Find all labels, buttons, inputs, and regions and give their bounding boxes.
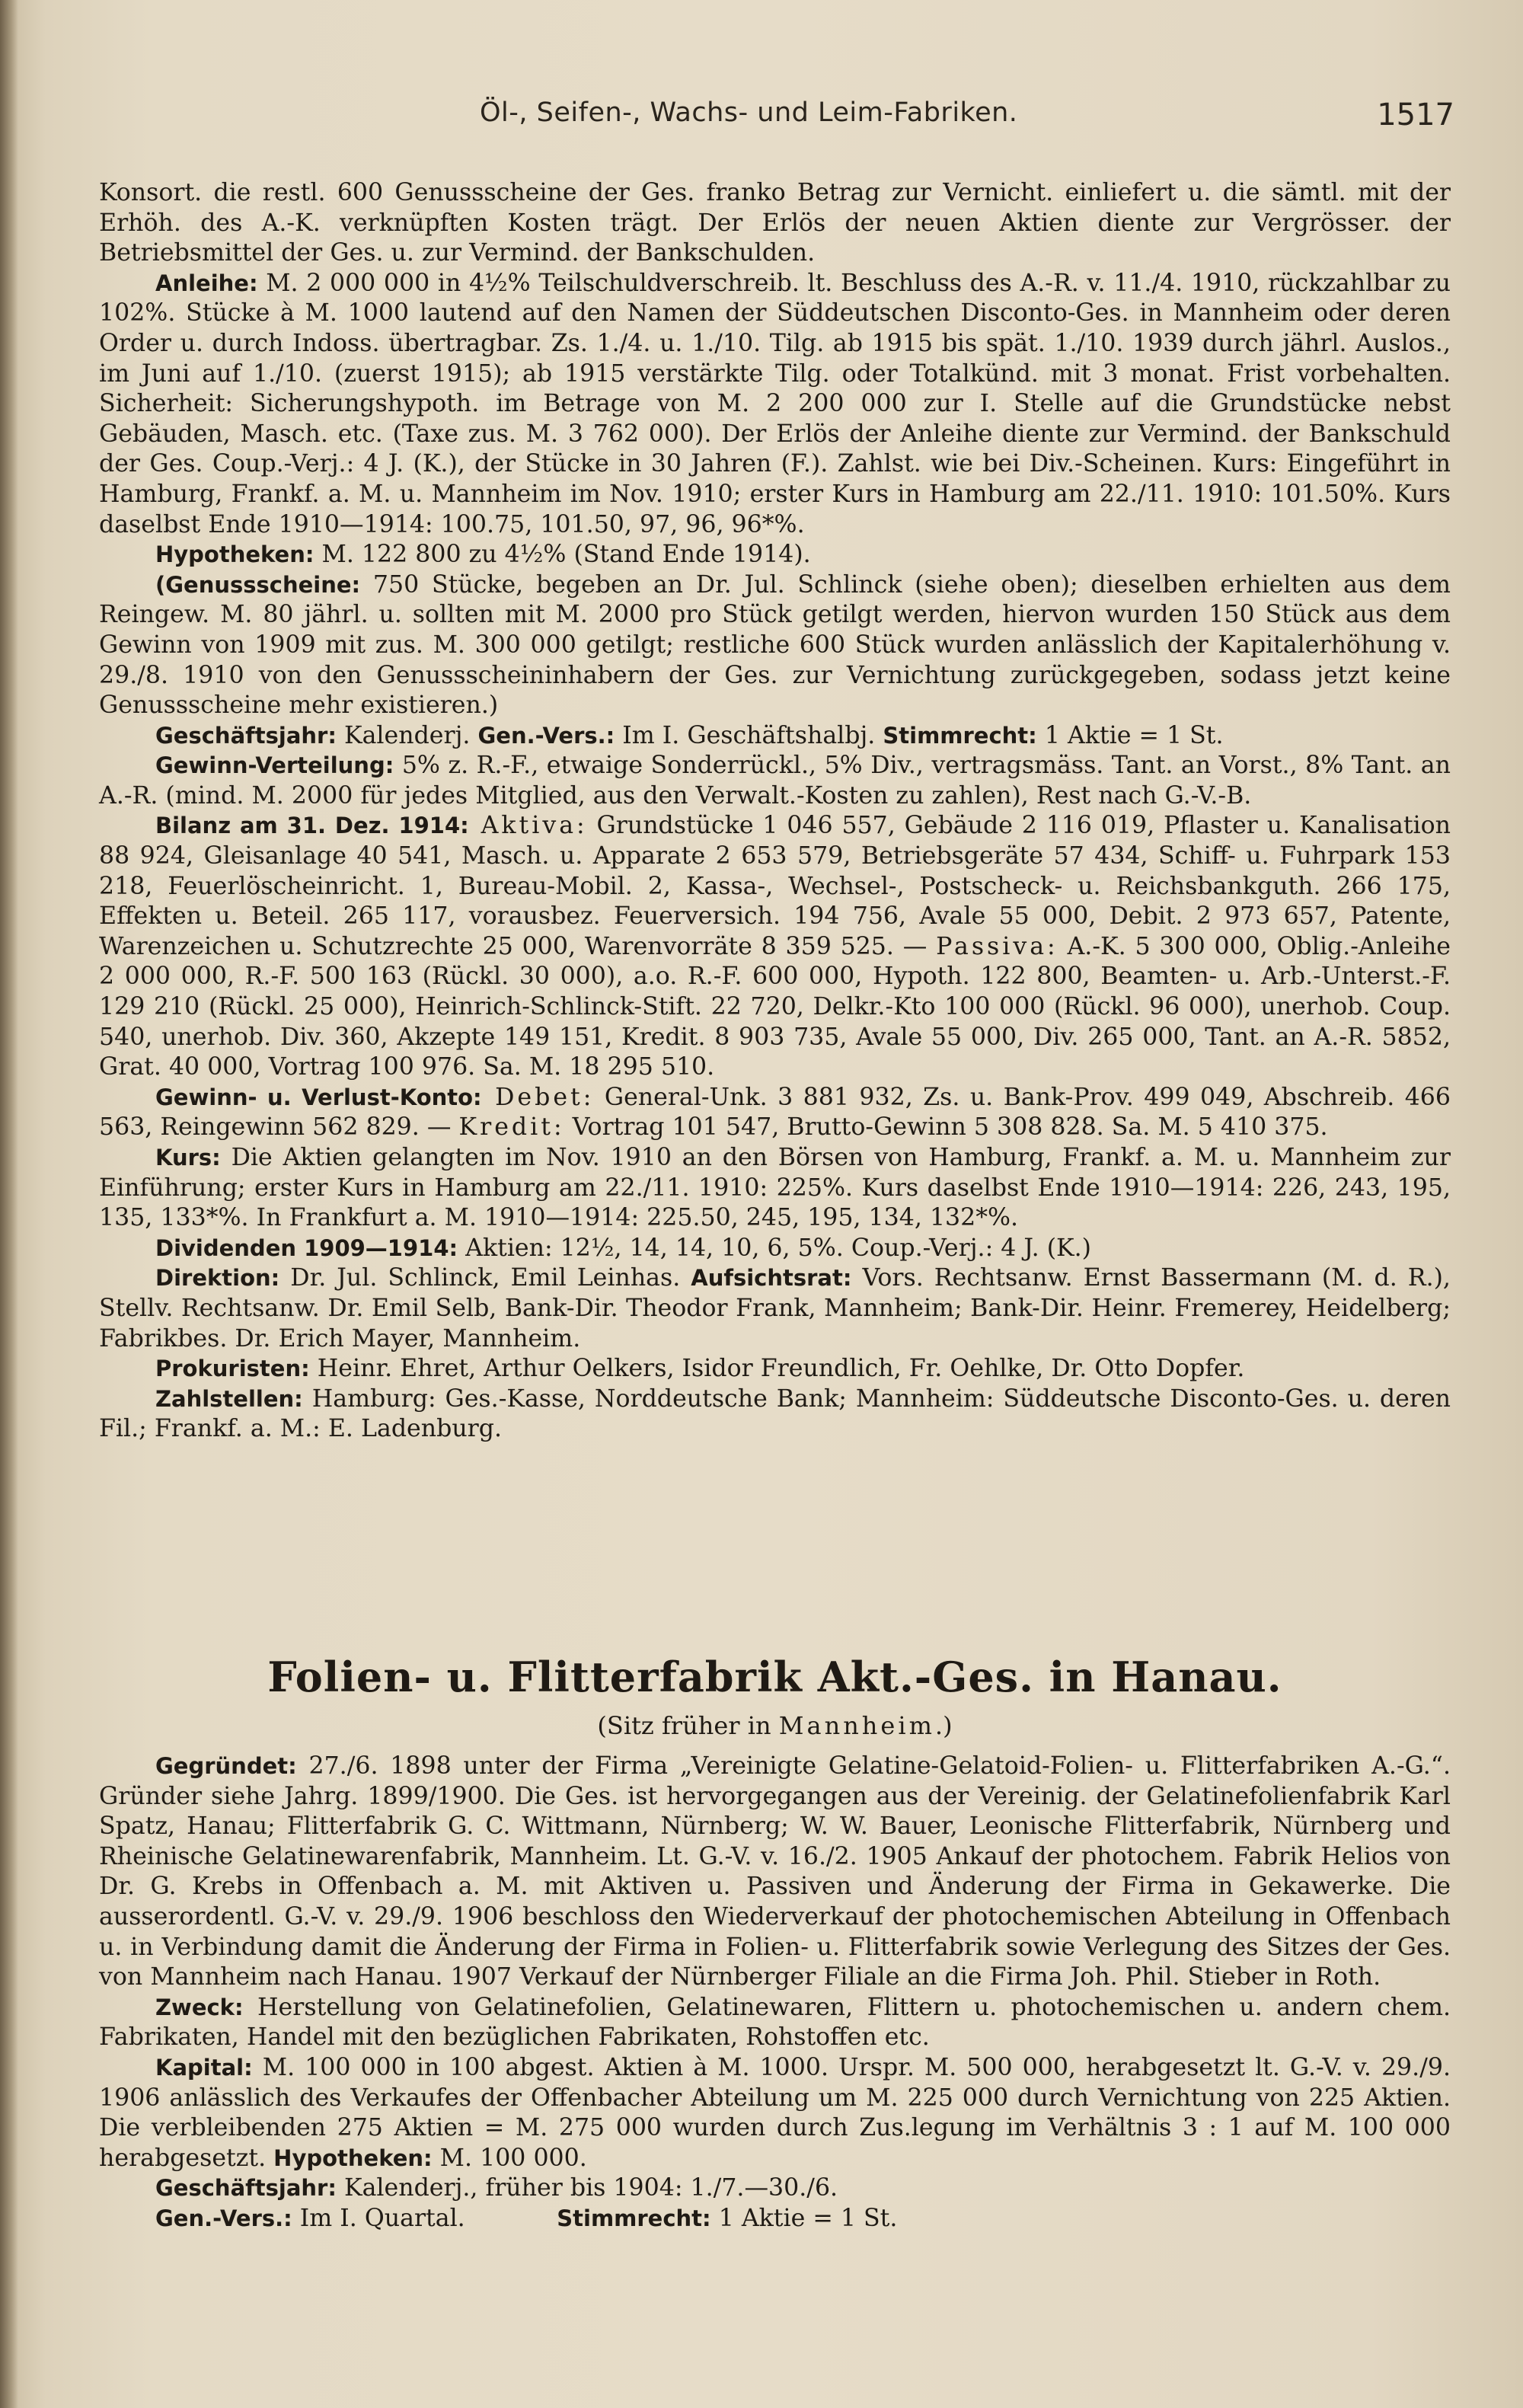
label-dividenden: Dividenden 1909—1914:: [155, 1234, 458, 1261]
label-kurs: Kurs:: [155, 1145, 221, 1170]
company-subheading: [99, 1711, 1451, 1740]
paragraph-genussscheine: [99, 570, 1451, 721]
paragraph-bilanz: [99, 811, 1451, 1082]
label-hypotheken: Hypotheken:: [155, 541, 314, 568]
label-stimmrecht-2: Stimmrecht:: [557, 2205, 711, 2231]
text-hypotheken-2: M. 100 000.: [432, 2144, 587, 2172]
text-prokuristen: Heinr. Ehret, Arthur Oelkers, Isidor Freundlich, Fr. Oehlke, Dr. Otto Dopfer.: [309, 1355, 1245, 1383]
section-1-text: [99, 178, 1451, 1445]
paragraph-kapital: [99, 2053, 1451, 2173]
text-dividenden: Aktien: 12½, 14, 14, 10, 6, 5%. Coup.-Verj.: 4 J. (K.): [458, 1234, 1091, 1262]
label-gewinn-verlust: Gewinn- u. Verlust-Konto:: [155, 1084, 482, 1110]
paragraph-prokuristen: [99, 1354, 1451, 1384]
label-gen-vers-2: Gen.-Vers.:: [155, 2205, 292, 2231]
label-kredit: Kredit:: [458, 1113, 565, 1142]
label-gewinn-verteilung: Gewinn-Verteilung:: [155, 752, 394, 779]
label-geschaeftsjahr-2: Geschäftsjahr:: [155, 2175, 337, 2202]
paragraph-gegruendet: [99, 1752, 1451, 1993]
text-gen-vers: Im I. Geschäftshalbj.: [615, 721, 883, 749]
section-2-text: [99, 1752, 1451, 2234]
text-zahlstellen: Hamburg: Ges.-Kasse, Norddeutsche Bank; Mannheim: Süddeutsche Disconto-Ges. u. deren Fil.; Frankf. a. M.: E. Ladenburg.: [99, 1384, 1451, 1443]
label-bilanz: Bilanz am 31. Dez. 1914:: [155, 813, 469, 839]
paragraph-gen-vers-2: [99, 2204, 1451, 2234]
paragraph-direktion: [99, 1263, 1451, 1354]
subheading-suffix: .): [934, 1711, 953, 1740]
paragraph-anleihe: [99, 269, 1451, 540]
running-header: [91, 97, 1454, 143]
text-anleihe: M. 2 000 000 in 4½% Teilschuldverschreib. lt. Beschluss des A.-R. v. 11./4. 1910, rückzahlbar zu 102%. Stücke à M. 1000 lautend auf den Namen der Süddeutschen Disconto-Ges. in Mannheim oder deren Order u. durch Indoss. übertragbar. Zs. 1./4. u. 1./10. Tilg. ab 1915 bis spät. 1./10. 1939 durch jährl. Auslos., im Juni auf 1./10. (zuerst 1915); ab 1915 verstärkte Tilg. oder Totalkünd. mit 3 monat. Frist vorbehalten. Sicherheit: Sicherungshypoth. im Betrage von M. 2 200 000 zur I. Stelle auf die Grundstücke nebst Gebäuden, Masch. etc. (Taxe zus. M. 3 762 000). Der Erlös der Anleihe diente zur Vermind. der Bankschuld der Ges. Coup.-Verj.: 4 J. (K.), der Stücke in 30 Jahren (F.). Zahlst. wie bei Div.-Scheinen. Kurs: Eingeführt in Hamburg, Frankf. a. M. u. Mannheim im Nov. 1910; erster Kurs in Hamburg am 22./11. 1910: 101.50%. Kurs daselbst Ende 1910—1914: 100.75, 101.50, 97, 96, 96*%.: [99, 269, 1451, 538]
text-passiva: A.-K. 5 300 000, Oblig.-Anleihe 2 000 000, R.-F. 500 163 (Rückl. 30 000), a.o. R.-F. 600 000, Hypoth. 122 800, Beamten- u. Arb.-Unterst.-F. 129 210 (Rückl. 25 000), Heinrich-Schlinck-Stift. 22 720, Delkr.-Kto 100 000 (Rückl. 96 000), unerhob. Coup. 540, unerhob. Div. 360, Akzepte 149 151, Kredit. 8 903 735, Avale 55 000, Div. 265 000, Tant. an A.-R. 5852, Grat. 40 000, Vortrag 100 976. Sa. M. 18 295 510.: [99, 932, 1451, 1081]
page-spine-shadow: [0, 0, 18, 2408]
text-zweck: Herstellung von Gelatinefolien, Gelatinewaren, Flittern u. photochemischen u. andern chem. Fabrikaten, Handel mit den bezüglichen Fabrikaten, Rohstoffen etc.: [99, 1993, 1451, 2052]
text-stimmrecht-2: 1 Aktie = 1 St.: [710, 2204, 898, 2232]
label-zweck: Zweck:: [155, 1994, 244, 2020]
label-gen-vers: Gen.-Vers.:: [477, 722, 615, 749]
text-gen-vers-2: Im I. Quartal.: [292, 2204, 465, 2232]
label-aufsichtsrat: Aufsichtsrat:: [691, 1265, 852, 1292]
page-number: 1517: [1377, 97, 1454, 133]
label-passiva: Passiva:: [936, 932, 1058, 960]
paragraph-gewinn-verlust: [99, 1083, 1451, 1143]
paragraph-gewinn-verteilung: [99, 751, 1451, 811]
text-stimmrecht: 1 Aktie = 1 St.: [1036, 721, 1224, 749]
label-debet: Debet:: [481, 1083, 595, 1111]
paragraph-geschaeftsjahr-2: [99, 2173, 1451, 2204]
text-geschaeftsjahr-2: Kalenderj., früher bis 1904: 1./7.—30./6.: [336, 2174, 838, 2202]
label-hypotheken-2: Hypotheken:: [273, 2145, 433, 2171]
label-kapital: Kapital:: [155, 2054, 253, 2081]
paragraph-hypotheken: [99, 540, 1451, 570]
paragraph-zahlstellen: [99, 1384, 1451, 1445]
text-direktion: Dr. Jul. Schlinck, Emil Leinhas.: [279, 1264, 691, 1292]
subheading-prefix: (Sitz früher in: [597, 1711, 779, 1740]
label-prokuristen: Prokuristen:: [155, 1356, 310, 1382]
paragraph-konsort: Konsort. die restl. 600 Genussscheine der Ges. franko Betrag zur Vernicht. einliefert u. die sämtl. mit der Erhöh. des A.-K. verknüpften Kosten trägt. Der Erlös der neuen Aktien diente zur Vergrösser. der Betriebsmittel der Ges. u. zur Vermind. der Bankschulden.: [99, 179, 1451, 267]
paragraph-zweck: [99, 1993, 1451, 2053]
text-aufsichtsrat: Vors. Rechtsanw. Ernst Bassermann (M. d. R.), Stellv. Rechtsanw. Dr. Emil Selb, Bank-Dir. Theodor Frank, Mannheim; Bank-Dir. Heinr. Fremerey, Heidelberg; Fabrikbes. Dr. Erich Mayer, Mannheim.: [99, 1264, 1451, 1353]
text-gegruendet: 27./6. 1898 unter der Firma „Vereinigte Gelatine-Gelatoid-Folien- u. Flitterfabriken A.-G.“. Gründer siehe Jahrg. 1899/1900. Die Ges. ist hervorgegangen aus der Vereinig. der Gelatinefolienfabrik Karl Spatz, Hanau; Flitterfabrik G. C. Wittmann, Nürnberg; W. W. Bauer, Leonische Flitterfabrik, Nürnberg und Rheinische Gelatinewarenfabrik, Mannheim. Lt. G.-V. v. 16./2. 1905 Ankauf der photochem. Fabrik Helios von Dr. G. Krebs in Offenbach a. M. mit Aktiven u. Passiven und Änderung der Firma in Gekawerke. Die ausserordentl. G.-V. v. 29./9. 1906 beschloss den Wiederverkauf der photochemischen Abteilung in Offenbach u. in Verbindung damit die Änderung der Firma in Folien- u. Flitterfabrik sowie Verlegung des Sitzes der Ges. von Mannheim nach Hanau. 1907 Verkauf der Nürnberger Filiale an die Firma Joh. Phil. Stieber in Roth.: [99, 1752, 1451, 1991]
paragraph-geschaeftsjahr: [99, 721, 1451, 752]
text-hypotheken: M. 122 800 zu 4½% (Stand Ende 1914).: [314, 541, 811, 569]
text-debet: General-Unk. 3 881 932, Zs. u. Bank-Prov. 499 049, Abschreib. 466 563, Reingewinn 562 829. —: [99, 1083, 1451, 1142]
label-zahlstellen: Zahlstellen:: [155, 1385, 303, 1412]
label-stimmrecht: Stimmrecht:: [883, 722, 1037, 749]
text-kredit: Vortrag 101 547, Brutto-Gewinn 5 308 828. Sa. M. 5 410 375.: [564, 1113, 1328, 1142]
label-genussscheine: (Genussscheine:: [155, 571, 361, 598]
text-geschaeftsjahr: Kalenderj.: [336, 721, 478, 749]
text-kurs: Die Aktien gelangten im Nov. 1910 an den Börsen von Hamburg, Frankf. a. M. u. Mannheim zur Einführung; erster Kurs in Hamburg am 22./11. 1910: 225%. Kurs daselbst Ende 1910—1914: 226, 243, 195, 135, 133*%. In Frankfurt a. M. 1910—1914: 225.50, 245, 195, 134, 132*%.: [99, 1144, 1451, 1232]
label-direktion: Direktion:: [155, 1265, 280, 1292]
text-gewinn-verteilung: 5% z. R.-F., etwaige Sonderrückl., 5% Div., vertragsmäss. Tant. an Vorst., 8% Tant. an A.-R. (mind. M. 2000 für jedes Mitglied, aus den Verwalt.-Kosten zu zahlen), Rest nach G.-V.-B.: [99, 752, 1451, 810]
label-anleihe: Anleihe:: [155, 270, 258, 296]
text-aktiva: Grundstücke 1 046 557, Gebäude 2 116 019, Pflaster u. Kanalisation 88 924, Gleisanlage 40 541, Masch. u. Apparate 2 653 579, Betriebsgeräte 57 434, Schiff- u. Fuhrpark 153 218, Feuerlöscheinricht. 1, Bureau-Mobil. 2, Kassa-, Wechsel-, Postscheck- u. Reichsbankguth. 266 175, Effekten u. Beteil. 265 117, vorausbez. Feuerversich. 194 756, Avale 55 000, Debit. 2 973 657, Patente, Warenzeichen u. Schutzrechte 25 000, Warenvorräte 8 359 525. —: [99, 812, 1451, 960]
label-geschaeftsjahr: Geschäftsjahr:: [155, 722, 337, 749]
label-gegruendet: Gegründet:: [155, 1753, 297, 1779]
label-aktiva: Aktiva:: [468, 812, 588, 840]
running-header-title: Öl-, Seifen-, Wachs- und Leim-Fabriken.: [480, 97, 1018, 128]
paragraph-kurs: [99, 1143, 1451, 1234]
paragraph-dividenden: [99, 1234, 1451, 1264]
company-heading: Folien- u. Flitterfabrik Akt.-Ges. in Hanau.: [267, 1653, 1282, 1701]
text-genussscheine: 750 Stücke, begeben an Dr. Jul. Schlinck (siehe oben); dieselben erhielten aus dem Reingew. M. 80 jährl. u. sollten mit M. 2000 pro Stück getilgt werden, hiervon wurden 150 Stück aus dem Gewinn von 1909 mit zus. M. 300 000 getilgt; restliche 600 Stück wurden anlässlich der Kapitalerhöhung v. 29./8. 1910 von den Genussscheininhabern der Ges. zur Vernichtung zurückgegeben, sodass jetzt keine Genussscheine mehr existieren.): [99, 570, 1451, 720]
subheading-city: Mannheim: [778, 1711, 935, 1740]
text-kapital: M. 100 000 in 100 abgest. Aktien à M. 1000. Urspr. M. 500 000, herabgesetzt lt. G.-V. v. 29./9. 1906 anlässlich des Verkaufes der Offenbacher Abteilung um M. 225 000 durch Vernichtung von 225 Aktien. Die verbleibenden 275 Aktien = M. 275 000 wurden durch Zus.legung im Verhältnis 3 : 1 auf M. 100 000 herabgesetzt.: [99, 2053, 1451, 2172]
